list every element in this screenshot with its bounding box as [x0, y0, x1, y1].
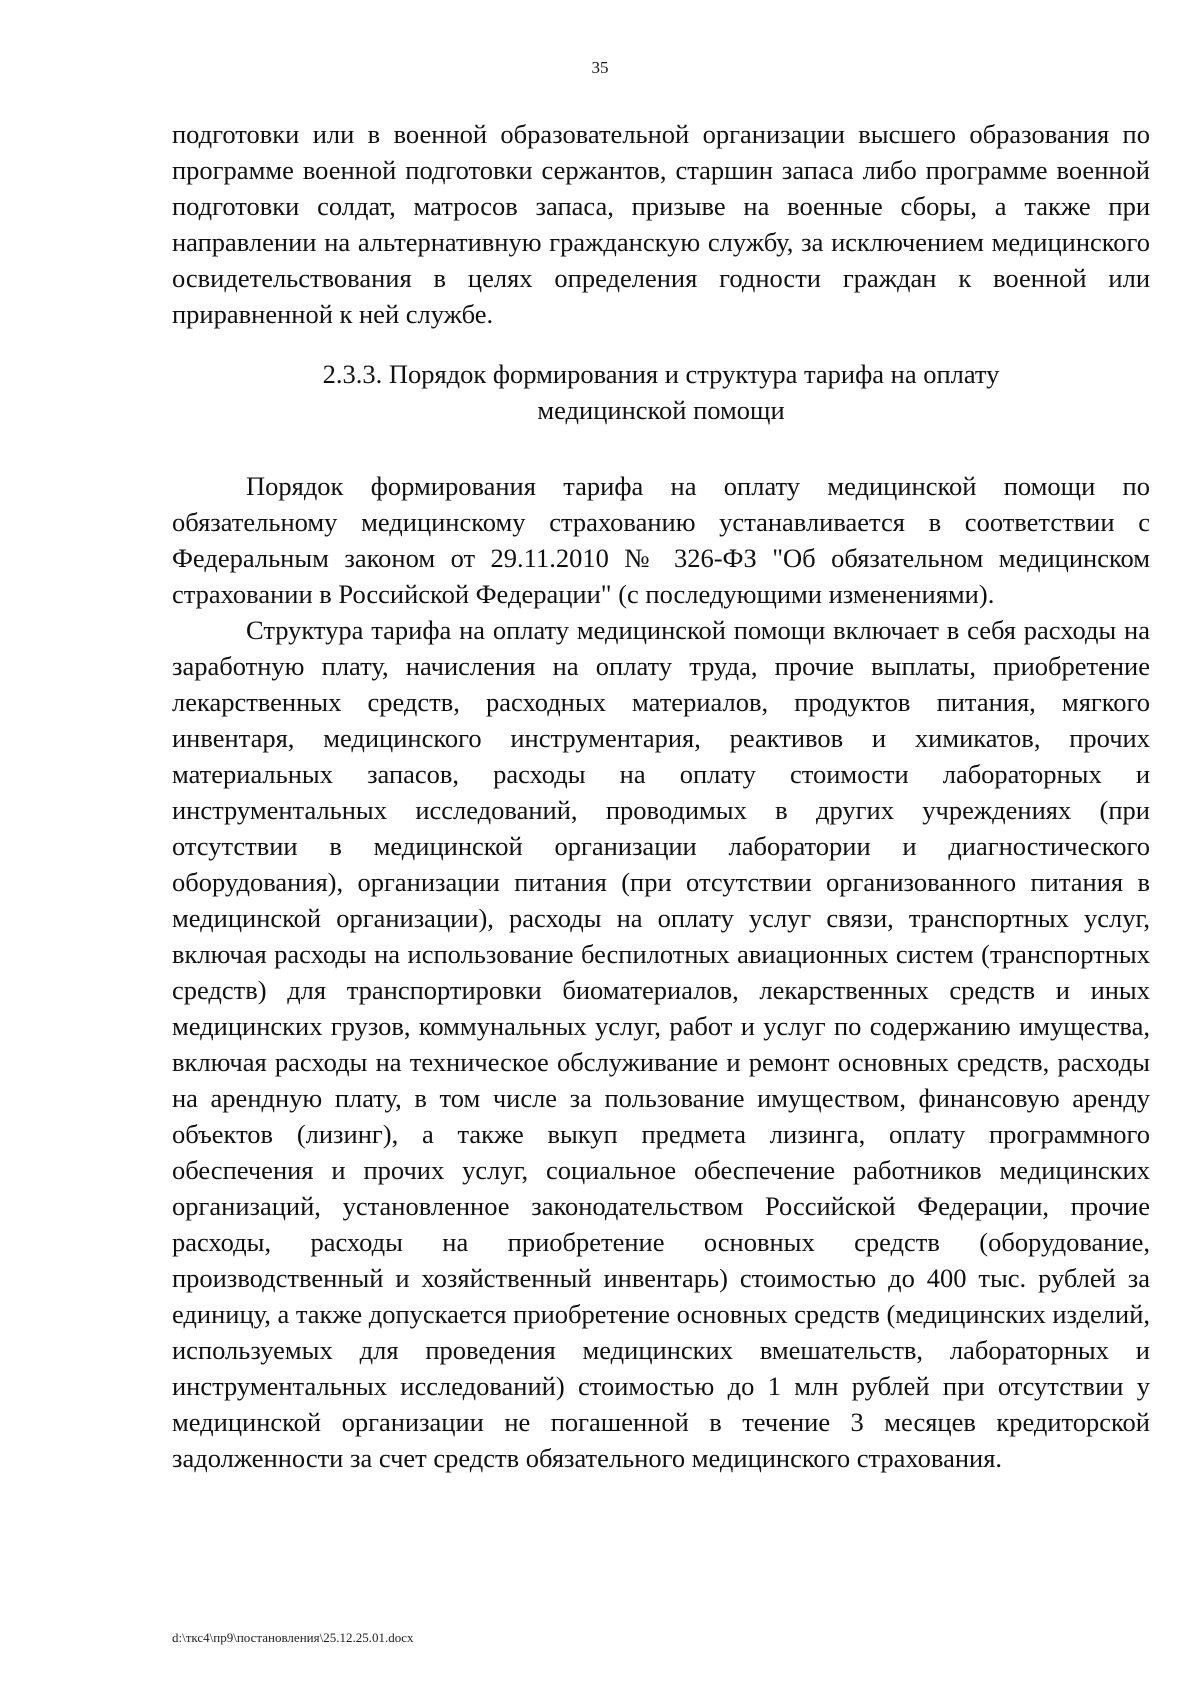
intro-paragraph: подготовки или в военной образовательной организации высшего образования по программе военной подготовки сержантов, старшин запаса либо программе военной подготовки солдат, матросов запаса, призыве на военные сборы, а также при направлении на альтернативную гражданскую службу, за исключением медицинского освидетельствования в целях определения годности граждан к военной или приравненной к ней службе.: [172, 119, 1150, 329]
paragraph-tariff-structure: Структура тарифа на оплату медицинской помощи включает в себя расходы на заработную плату, начисления на оплату труда, прочие выплаты, приобретение лекарственных средств, расходных материалов, продуктов питания, мягкого инвентаря, медицинского инструментария, реактивов и химикатов, прочих материальных запасов, расходы на оплату стоимости лабораторных и инструментальных исследований, проводимых в других учреждениях (при отсутствии в медицинской организации лаборатории и диагностического оборудования), организации питания (при отсутствии организованного питания в медицинской организации), расходы на оплату услуг связи, транспортных услуг, включая расходы на использование беспилотных авиационных систем (транспортных средств) для транспортировки биоматериалов, лекарственных средств и иных медицинских грузов, коммунальных услуг, работ и услуг по содержанию имущества, включая расходы на техническое обслуживание и ремонт основных средств, расходы на арендную плату, в том числе за пользование имуществом, финансовую аренду объектов (лизинг), а также выкуп предмета лизинга, оплату программного обеспечения и прочих услуг, социальное обеспечение работников медицинских организаций, установленное законодательством Российской Федерации, прочие расходы, расходы на приобретение основных средств (оборудование, производственный и хозяйственный инвентарь) стоимостью до 400 тыс. рублей за единицу, а также допускается приобретение основных средств (медицинских изделий, используемых для проведения медицинских вмешательств, лабораторных и инструментальных исследований) стоимостью до 1 млн рублей при отсутствии у медицинской организации не погашенной в течение 3 месяцев кредиторской задолженности за счет средств обязательного медицинского страхования.: [172, 615, 1151, 1473]
paragraph-tariff-procedure: Порядок формирования тарифа на оплату медицинской помощи по обязательному медицинскому страхованию устанавливается в соответствии с Федеральным законом от 29.11.2010 № 326-ФЗ "Об обязательном медицинском страховании в Российской Федерации" (с последующими изменениями).: [172, 471, 1150, 609]
intro-paragraph-block: [172, 116, 1150, 332]
section-heading-line-2: медицинской помощи: [537, 395, 785, 425]
section-heading: [172, 356, 1150, 428]
section-heading-line-1: 2.3.3. Порядок формирования и структура тарифа на оплату: [322, 359, 1000, 389]
body-text: [172, 468, 1150, 1476]
page-number: 35: [591, 58, 609, 77]
footer-file-path: d:\ткс4\пр9\постановления\25.12.25.01.docx: [172, 1630, 414, 1645]
